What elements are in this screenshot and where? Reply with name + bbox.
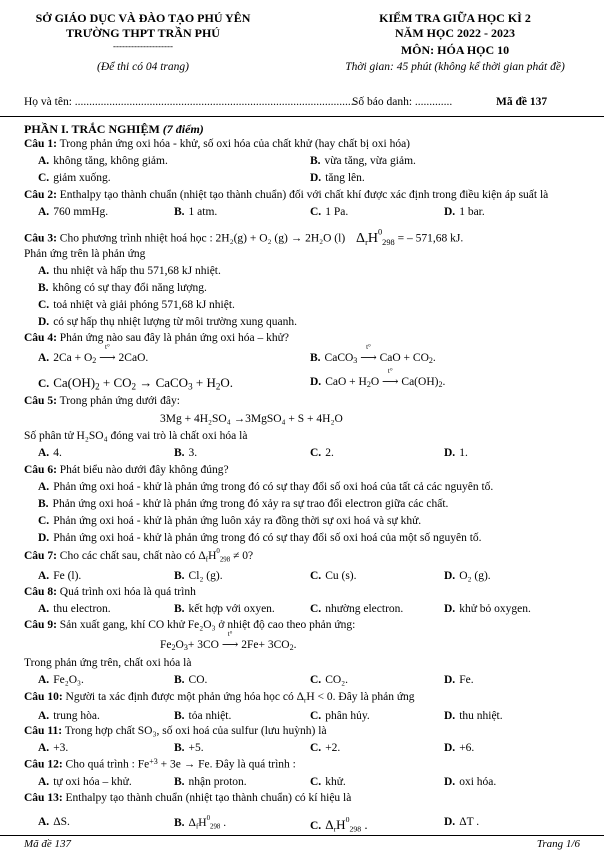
q5-option-d[interactable]: D. 1.	[444, 447, 468, 459]
q9-option-d[interactable]: D. Fe.	[444, 674, 474, 686]
q10-option-a[interactable]: A. trung hòa.	[38, 710, 100, 722]
q6-option-a[interactable]: A. Phản ứng oxi hoá - khử là phản ứng trong đó có sự thay đổi số oxi hoá của tất cả các nguyên tố.	[38, 481, 494, 493]
q11-option-c[interactable]: C. +2.	[310, 742, 341, 754]
q9-option-a[interactable]: A. Fe₂O₃.	[38, 674, 84, 686]
footer-code: Mã đề 137	[24, 838, 72, 850]
q8-option-a[interactable]: A. thu electron.	[38, 603, 111, 615]
q9-equation: $Fe_2O_3+ 3CO$ ⟶ t° $2Fe+ 3CO_2$.	[160, 630, 297, 652]
q9-intro: Trong phản ứng trên, chất oxi hóa là	[24, 657, 192, 669]
q1-option-c[interactable]: C. giảm xuống.	[38, 172, 111, 184]
question-6: Câu 6: Phát biểu nào dưới đây không đúng?	[24, 464, 229, 476]
subject: MÔN: HÓA HỌC 10	[400, 43, 510, 57]
q3-option-b[interactable]: B. không có sự thay đổi năng lượng.	[38, 282, 207, 294]
q13-option-b[interactable]: B. $\Delta_fH^0_{298}$ .	[174, 815, 227, 831]
dept-name: SỞ GIÁO DỤC VÀ ĐÀO TẠO PHÚ YÊN	[35, 11, 251, 25]
q3-option-d[interactable]: D. có sự hấp thụ nhiệt lượng từ môi trường xung quanh.	[38, 316, 297, 328]
q6-option-d[interactable]: D. Phản ứng oxi hoá - khử là phản ứng trong đó có sự thay đổi số oxi hoá của một số nguyên tố.	[38, 532, 482, 544]
q10-option-b[interactable]: B. tỏa nhiệt.	[174, 710, 232, 722]
q1-option-a[interactable]: A. không tăng, không giảm.	[38, 155, 168, 167]
header-dashes: --------------------	[113, 41, 173, 51]
q3-option-c[interactable]: C. toả nhiệt và giải phóng 571,68 kJ nhiệt.	[38, 299, 235, 311]
question-5: Câu 5: Trong phản ứng dưới đây:	[24, 395, 180, 407]
footer-divider	[0, 835, 604, 836]
q12-option-c[interactable]: C. khử.	[310, 776, 346, 788]
q5-equation: 3Mg + 4H₂SO₄ →3MgSO₄ + S + 4H₂O	[160, 413, 343, 425]
q11-option-a[interactable]: A. +3.	[38, 742, 69, 754]
q8-option-d[interactable]: D. khử bỏ oxygen.	[444, 603, 531, 615]
q4-option-a[interactable]: A. $2Ca + O_2$ ⟶ t° 2CaO.	[38, 343, 149, 365]
footer-page: Trang 1/6	[536, 838, 580, 850]
q7-option-a[interactable]: A. Fe (l).	[38, 570, 82, 582]
question-2: Câu 2: Enthalpy tạo thành chuẩn (nhiệt tạo thành chuẩn) đối với chất khí được xác định trong điều kiện áp suất là	[24, 189, 549, 201]
q12-option-b[interactable]: B. nhận proton.	[174, 776, 247, 788]
q12-option-d[interactable]: D. oxi hóa.	[444, 776, 497, 788]
q8-option-b[interactable]: B. kết hợp với oxyen.	[174, 603, 275, 615]
q5-option-c[interactable]: C. 2.	[310, 447, 334, 459]
question-7: Câu 7: Cho các chất sau, chất nào có $\Delta_fH^0_{298} \ne 0$?	[24, 548, 254, 564]
pages-note: (Để thi có 04 trang)	[97, 61, 189, 73]
student-name-field: Họ và tên: ..................................................................................................	[24, 96, 357, 108]
q9-option-c[interactable]: C. CO₂.	[310, 674, 349, 686]
question-12: Câu 12: Cho quá trình : $Fe^{+3} + 3e \to Fe$. Đây là quá trình :	[24, 757, 296, 771]
student-id-field: Số báo danh: .............	[352, 96, 453, 108]
exam-code: Mã đề 137	[496, 96, 548, 108]
question-13: Câu 13: Enthalpy tạo thành chuẩn (nhiệt tạo thành chuẩn) có kí hiệu là	[24, 792, 352, 804]
question-3: Câu 3: Cho phương trình nhiệt hoá học : 2H₂(g) + O₂ (g) → 2H₂O (l) $\Delta_rH^0_{298}$ = – 571,68 kJ.	[24, 227, 464, 247]
q6-option-b[interactable]: B. Phản ứng oxi hoá - khử là phản ứng trong đó xảy ra sự trao đổi electron giữa các chất.	[38, 498, 449, 510]
q5-option-b[interactable]: B. 3.	[174, 447, 198, 459]
q5-option-a[interactable]: A. 4.	[38, 447, 62, 459]
divider	[0, 116, 604, 117]
q13-option-c[interactable]: C. $\Delta_rH^0_{298}$ .	[310, 815, 368, 834]
q2-option-c[interactable]: C. 1 Pa.	[310, 206, 349, 218]
q6-option-c[interactable]: C. Phản ứng oxi hoá - khử là phản ứng luôn xảy ra đồng thời sự oxi hoá và sự khử.	[38, 515, 422, 527]
question-10: Câu 10: Người ta xác định được một phản ứng hóa học có $\Delta_rH < 0$. Đây là phản ứng	[24, 691, 415, 705]
q4-option-d[interactable]: D. CaO + $H_2O$ ⟶ t° $Ca(OH)_2$.	[310, 367, 446, 389]
question-9: Câu 9: Sản xuất gang, khí CO khử Fe₂O₃ ở nhiệt độ cao theo phản ứng:	[24, 619, 356, 631]
exam-title: KIỂM TRA GIỮA HỌC KÌ 2	[379, 11, 531, 25]
question-11: Câu 11: Trong hợp chất SO₃, số oxi hoá của sulfur (lưu huỳnh) là	[24, 725, 327, 737]
q9-option-b[interactable]: B. CO.	[174, 674, 208, 686]
q7-option-d[interactable]: D. O₂ (g).	[444, 570, 491, 582]
q8-option-c[interactable]: C. nhường electron.	[310, 603, 404, 615]
q3-option-a[interactable]: A. thu nhiệt và hấp thu 571,68 kJ nhiệt.	[38, 265, 221, 277]
q11-option-d[interactable]: D. +6.	[444, 742, 475, 754]
q4-option-b[interactable]: B. CaCO$_3$ ⟶ t° CaO + $CO_2$.	[310, 343, 436, 365]
q1-option-b[interactable]: B. vừa tăng, vừa giảm.	[310, 155, 416, 167]
school-name: TRƯỜNG THPT TRẦN PHÚ	[66, 26, 220, 40]
q3-intro: Phản ứng trên là phản ứng	[24, 248, 146, 260]
q2-option-b[interactable]: B. 1 atm.	[174, 206, 218, 218]
question-8: Câu 8: Quá trình oxi hóa là quá trình	[24, 586, 196, 598]
school-year: NĂM HỌC 2022 - 2023	[395, 26, 515, 40]
q12-option-a[interactable]: A. tự oxi hóa – khử.	[38, 776, 132, 788]
q13-option-a[interactable]: A. ΔS.	[38, 816, 70, 828]
time-note: Thời gian: 45 phút (không kể thời gian phát đề)	[345, 61, 565, 73]
question-1: Câu 1: Trong phản ứng oxi hóa - khử, số oxi hóa của chất khử (hay chất bị oxi hóa)	[24, 138, 411, 150]
q10-option-d[interactable]: D. thu nhiệt.	[444, 710, 503, 722]
q2-option-a[interactable]: A. 760 mmHg.	[38, 206, 109, 218]
q13-option-d[interactable]: D. ΔT .	[444, 816, 480, 828]
q7-option-b[interactable]: B. Cl₂ (g).	[174, 570, 223, 582]
q11-option-b[interactable]: B. +5.	[174, 742, 204, 754]
q2-option-d[interactable]: D. 1 bar.	[444, 206, 485, 218]
q4-option-c[interactable]: C. $Ca(OH)_2 + CO_2$ → CaCO$_3$ + $H_2O$.	[38, 375, 234, 392]
section-title: PHẦN I. TRẮC NGHIỆM (7 điểm)	[24, 122, 204, 136]
q5-intro: Số phân tử H₂SO₄ đóng vai trò là chất oxi hóa là	[24, 430, 248, 442]
q1-option-d[interactable]: D. tăng lên.	[310, 172, 365, 184]
q7-option-c[interactable]: C. Cu (s).	[310, 570, 357, 582]
question-4: Câu 4: Phản ứng nào sau đây là phản ứng oxi hóa – khử?	[24, 332, 289, 344]
q10-option-c[interactable]: C. phân hủy.	[310, 710, 370, 722]
